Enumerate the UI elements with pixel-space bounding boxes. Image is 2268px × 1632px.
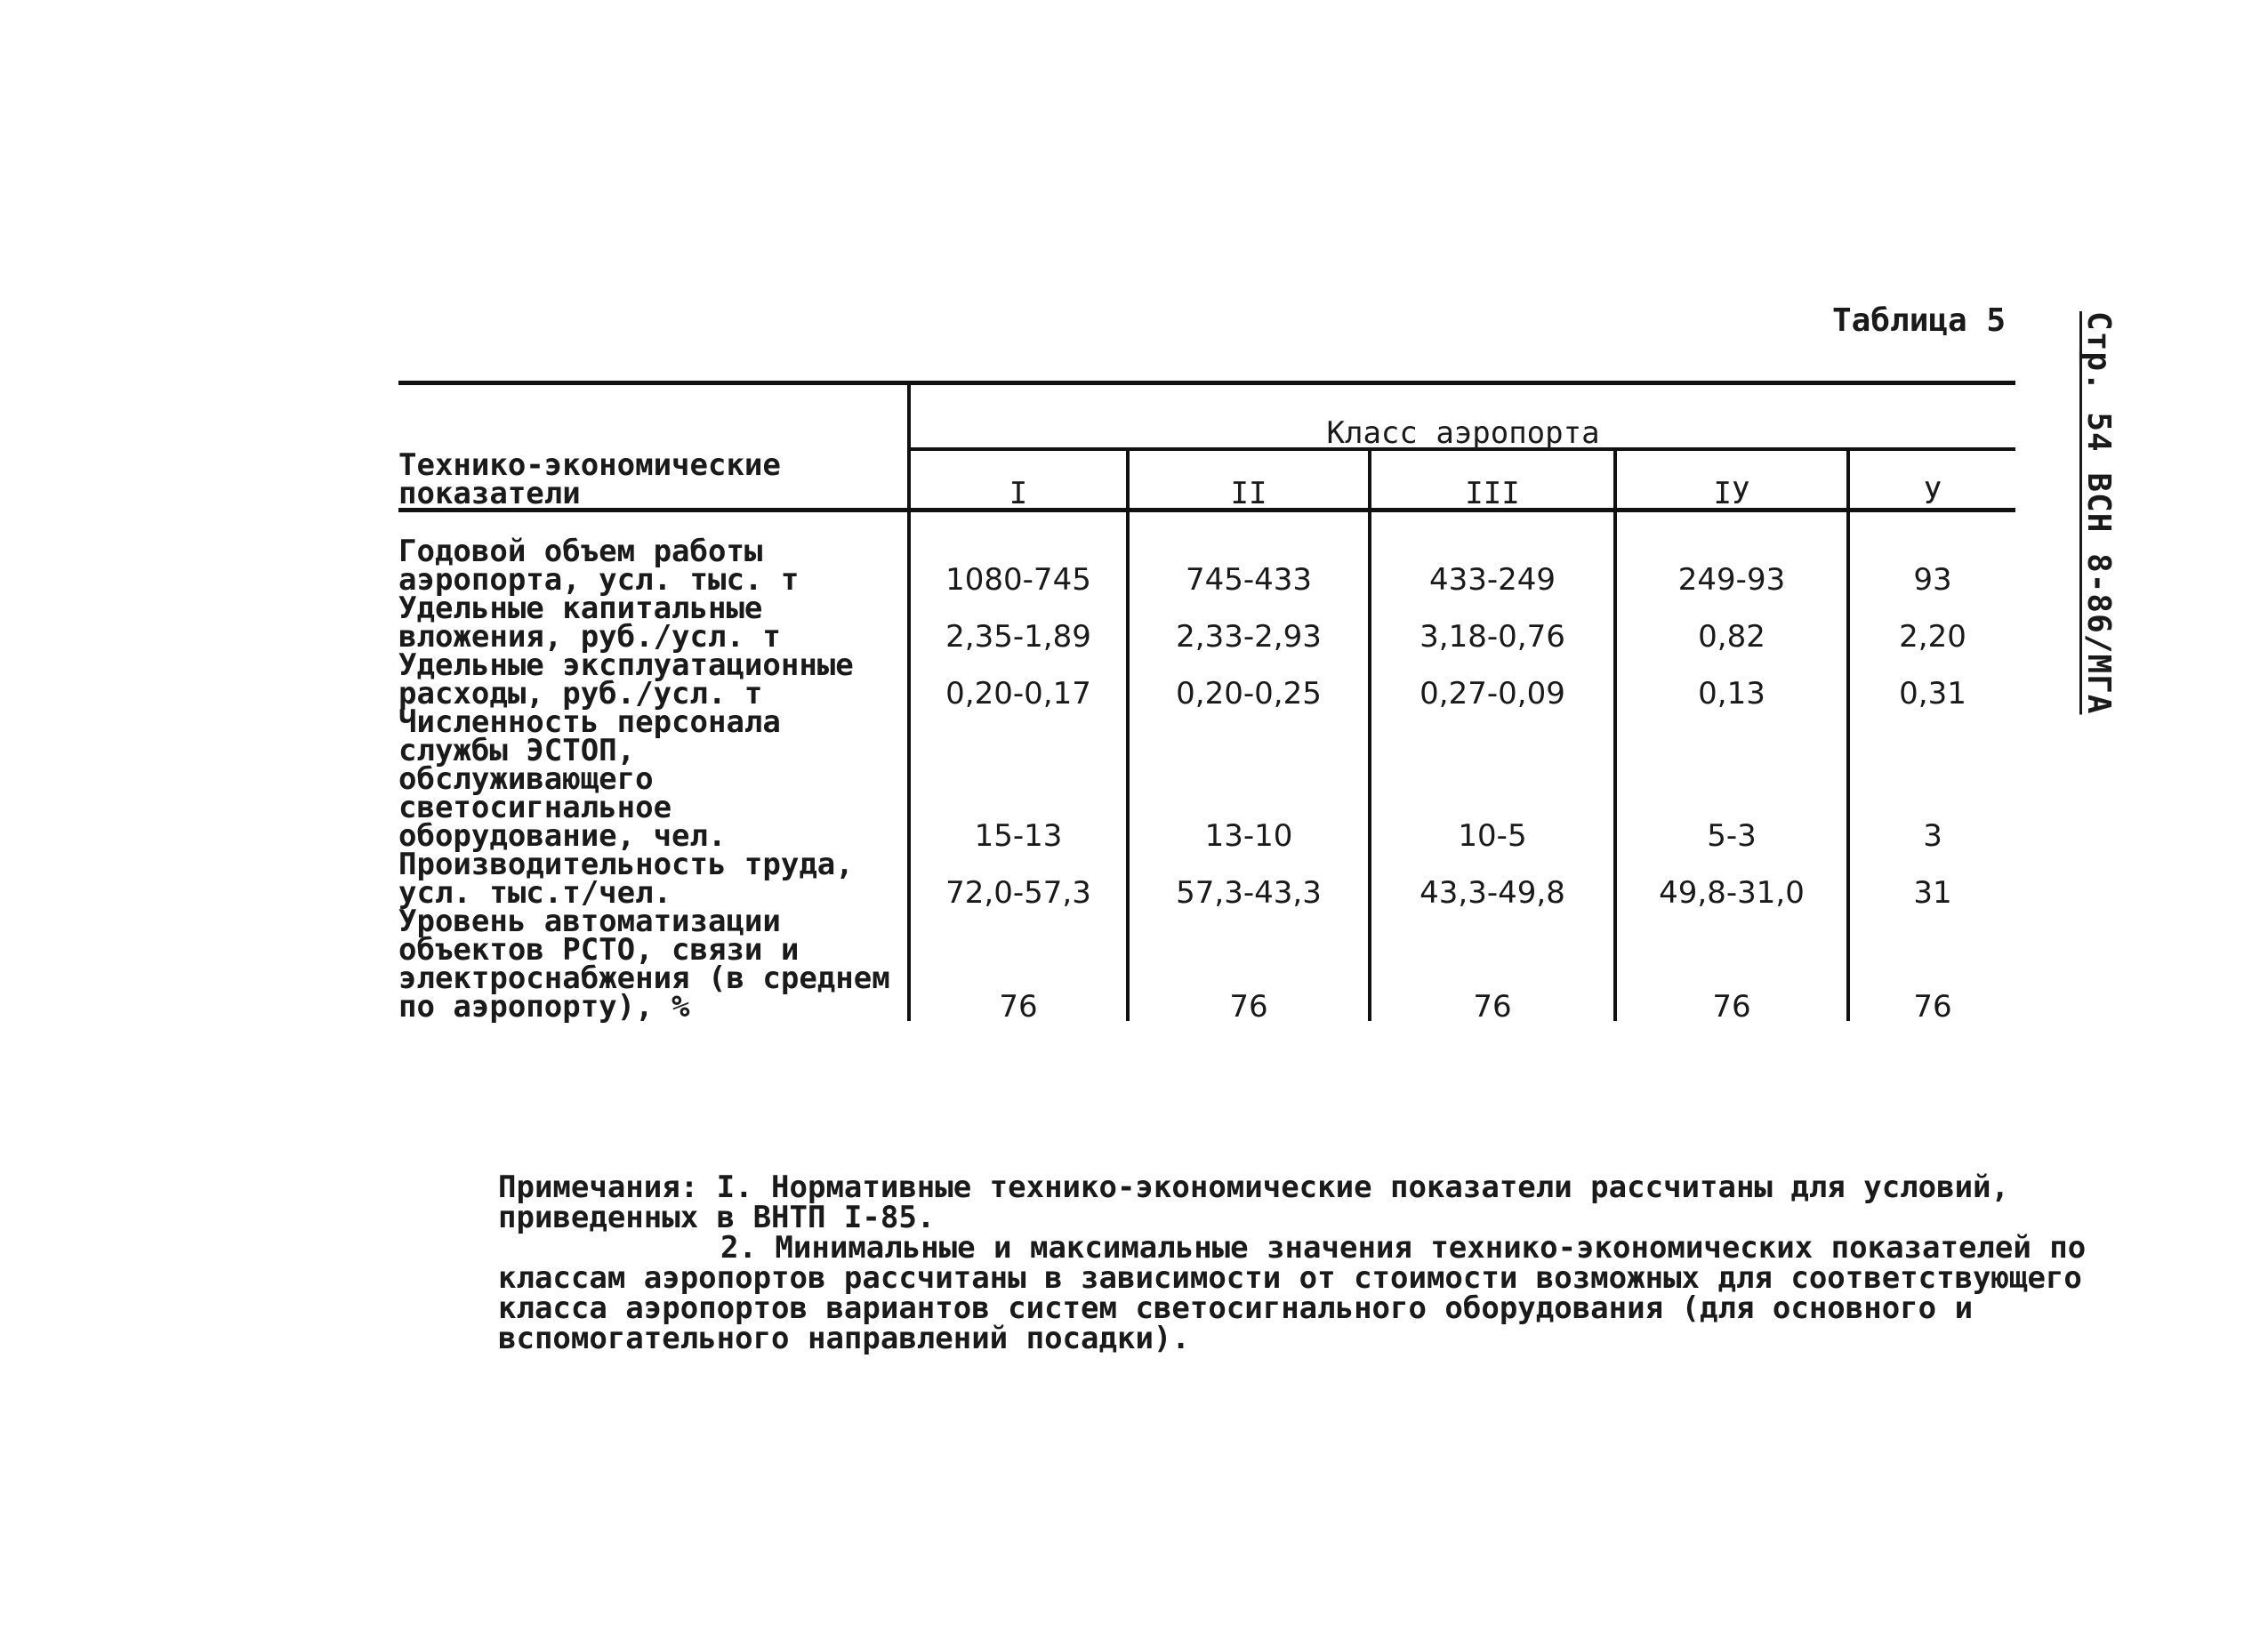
metric-cell: Производительность труда, усл. тыс.т/чел. <box>398 850 909 907</box>
note-2: 2. Минимальные и максимальные значения технико-экономических показателей по классам аэропортов рассчитаны в зависимости от стоимости возможных для соответствующего класса аэропортов вариантов систем светосигнального оборудования (для основного и вспомогательного направлений посадки). <box>498 1230 2087 1356</box>
value-cell: 57,3-43,3 <box>1128 850 1370 907</box>
page-number: Стр. 54 ВСН 8-86/МГА <box>2080 311 2117 715</box>
note-1: Примечания: I. Нормативные технико-экономические показатели рассчитаны для условий, приведенных в ВНТП I-85. <box>498 1170 2009 1235</box>
metric-cell: Удельные капитальные вложения, руб./усл. т <box>398 594 909 651</box>
table-row <box>398 708 2015 850</box>
value-cell: 5-3 <box>1615 708 1848 850</box>
value-cell: 13-10 <box>1128 708 1370 850</box>
value-cell: 31 <box>1848 850 2015 907</box>
class-header-2: II <box>1128 449 1370 511</box>
value-cell: 76 <box>999 989 1038 1025</box>
table-label: Таблица 5 <box>1832 302 2007 339</box>
value-cell: 76 <box>1848 907 2015 1021</box>
value-cell: 72,0-57,3 <box>945 875 1091 911</box>
table-row <box>398 907 2015 1021</box>
value-cell: 433-249 <box>1370 511 1615 595</box>
table-row <box>398 651 2015 708</box>
value-cell: 249-93 <box>1615 511 1848 595</box>
indicators-table-container <box>398 381 2015 1025</box>
value-cell: 0,20-0,17 <box>945 676 1091 711</box>
value-cell: 0,20-0,25 <box>1128 651 1370 708</box>
value-cell: 3,18-0,76 <box>1370 594 1615 651</box>
value-cell: 76 <box>1615 907 1848 1021</box>
value-cell: 0,13 <box>1615 651 1848 708</box>
value-cell: 76 <box>1370 907 1615 1021</box>
value-cell: 10-5 <box>1370 708 1615 850</box>
value-cell: 2,35-1,89 <box>945 619 1091 655</box>
value-cell: 2,33-2,93 <box>1128 594 1370 651</box>
class-header-1: I <box>909 449 1128 511</box>
table-row <box>398 850 2015 907</box>
class-group-header: Класс аэропорта <box>909 383 2015 450</box>
value-cell: 745-433 <box>1128 511 1370 595</box>
header-row-top <box>398 383 2015 450</box>
metric-cell: Удельные эксплуатационные расходы, руб./усл. т <box>398 651 909 708</box>
value-cell: 43,3-49,8 <box>1370 850 1615 907</box>
metric-cell: Численность персонала службы ЭСТОП, обслуживающего светосигнальное оборудование, чел. <box>398 708 909 850</box>
value-cell: 3 <box>1848 708 2015 850</box>
value-cell: 15-13 <box>974 818 1063 854</box>
table-row <box>398 594 2015 651</box>
value-cell: 0,82 <box>1615 594 1848 651</box>
class-header-3: III <box>1370 449 1615 511</box>
value-cell: 0,31 <box>1848 651 2015 708</box>
class-header-5: У <box>1848 449 2015 511</box>
value-cell: 76 <box>1128 907 1370 1021</box>
value-cell: 2,20 <box>1848 594 2015 651</box>
metric-cell: Годовой объем работы аэропорта, усл. тыс. т <box>398 511 909 595</box>
value-cell: 0,27-0,09 <box>1370 651 1615 708</box>
indicators-table <box>398 381 2015 1025</box>
table-row <box>398 511 2015 595</box>
value-cell: 49,8-31,0 <box>1615 850 1848 907</box>
metric-cell: Уровень автоматизации объектов РСТО, связи и электроснабжения (в среднем по аэропорту), % <box>398 907 909 1021</box>
notes-block <box>498 1172 2152 1354</box>
value-cell: 93 <box>1848 511 2015 595</box>
value-cell: 1080-745 <box>945 562 1091 598</box>
metric-column-header: Технико-экономические показатели <box>398 383 909 511</box>
class-header-4: IУ <box>1615 449 1848 511</box>
